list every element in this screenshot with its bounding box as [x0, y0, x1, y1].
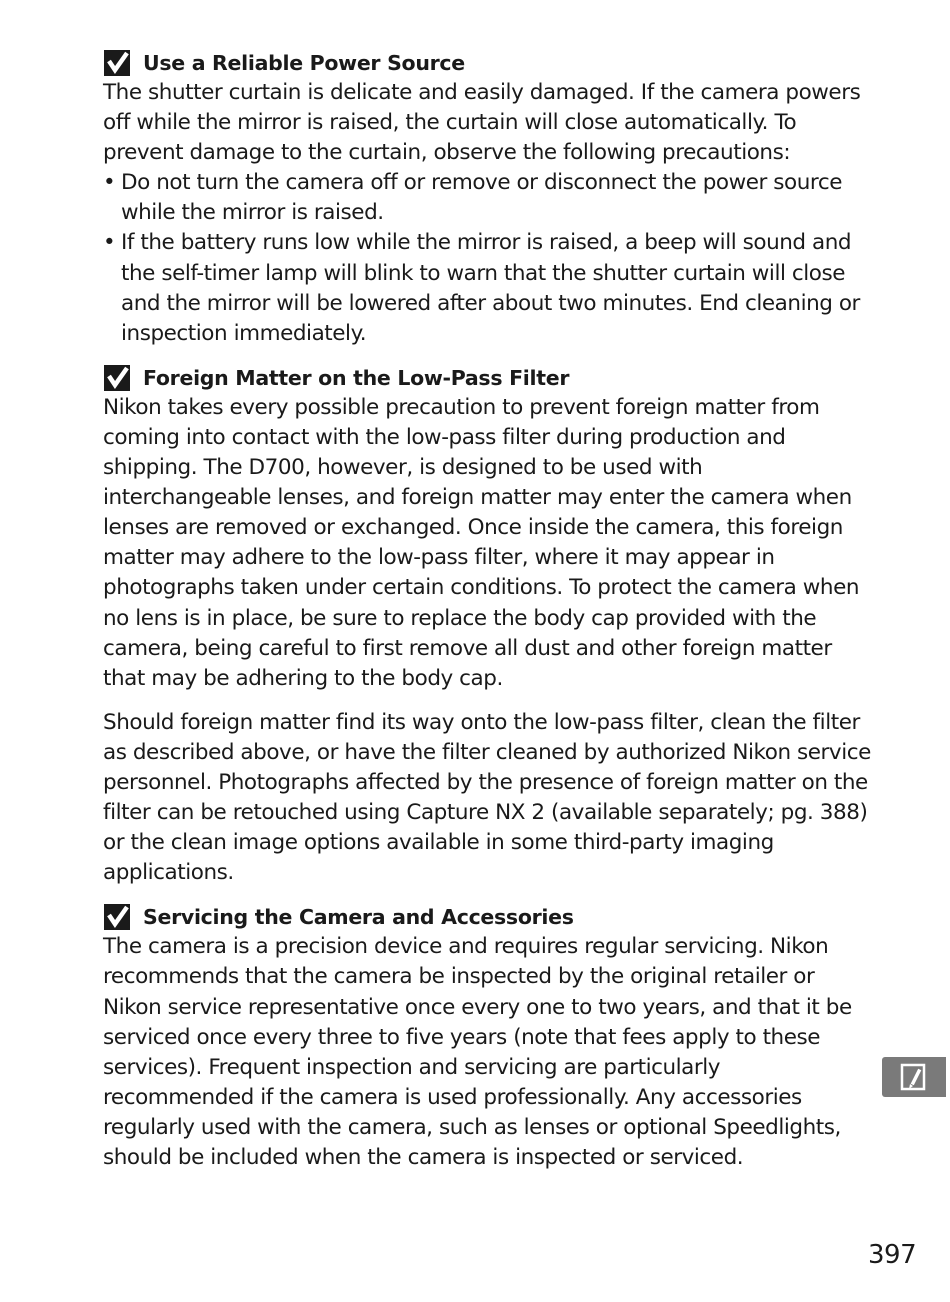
caution-check-icon	[103, 364, 131, 392]
bullet-marker: •	[103, 230, 116, 256]
note-paragraph: Nikon takes every possible precaution to prevent foreign matter from coming into contact with the low-pass filter during production and shipping. The D700, however, is designed to be used with interchangeable lenses, and foreign matter may enter the camera when lenses are removed or exchanged. Once inside the camera, this foreign matter may adhere to the low-pass filter, where it may appear in photographs taken under certain conditions. To protect the camera when no lens is in place, be sure to replace the body cap provided with the camera, being careful to first remove all dust and other foreign matter that may be adhering to the body cap.	[103, 394, 860, 691]
note-heading	[103, 363, 873, 393]
note-servicing	[103, 902, 873, 1173]
caution-check-icon	[103, 49, 131, 77]
precautions-list	[103, 168, 873, 349]
note-foreign-matter	[103, 363, 873, 889]
list-item-text: If the battery runs low while the mirror is raised, a beep will sound and the self-timer lamp will blink to warn that the shutter curtain will close and the mirror will be lowered after about two minutes. End cleaning or inspection immediately.	[121, 230, 860, 346]
note-power-source	[103, 48, 873, 349]
page-number: 397	[868, 1240, 917, 1270]
note-heading	[103, 48, 873, 78]
list-item	[103, 228, 873, 348]
bullet-marker: •	[103, 170, 116, 196]
note-paragraph: The camera is a precision device and requires regular servicing. Nikon recommends that the camera be inspected by the original retailer or Nikon service representative once every one to two years, and that it be serviced once every three to five years (note that fees apply to these services). Frequent inspection and servicing are particularly recommended if the camera is used professionally. Any accessories regularly used with the camera, such as lenses or optional Speedlights, should be included when the camera is inspected or serviced.	[103, 934, 852, 1170]
note-paragraph: Should foreign matter find its way onto the low-pass filter, clean the filter as described above, or have the filter cleaned by authorized Nikon service personnel. Photographs affected by the presence of foreign matter on the filter can be retouched using Capture NX 2 (available separately; pg. 388) or the clean image options available in some third-party imaging applications.	[103, 709, 871, 886]
note-paragraph: The shutter curtain is delicate and easily damaged. If the camera powers off while the mirror is raised, the curtain will close automatically. To prevent damage to the curtain, observe the following precautions:	[103, 80, 861, 166]
note-heading	[103, 902, 873, 932]
note-title: Use a Reliable Power Source	[143, 51, 465, 75]
note-title: Foreign Matter on the Low-Pass Filter	[143, 365, 570, 390]
page-content	[103, 48, 873, 1187]
list-item	[103, 168, 873, 228]
list-item-text: Do not turn the camera off or remove or disconnect the power source while the mirror is raised.	[121, 170, 842, 226]
technical-notes-icon	[899, 1062, 929, 1092]
section-tab[interactable]	[882, 1057, 946, 1097]
note-title: Servicing the Camera and Accessories	[143, 905, 574, 930]
caution-check-icon	[103, 903, 131, 931]
